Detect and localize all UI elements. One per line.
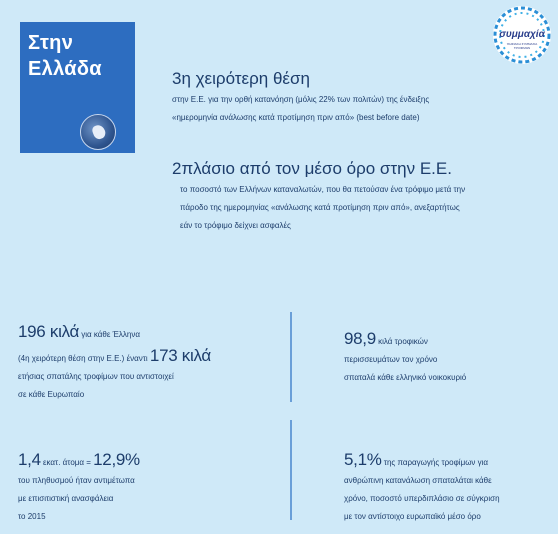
stat1 <box>18 323 211 404</box>
stat4-line4: με τον αντίστοιχο ευρωπαϊκό μέσο όρο <box>344 512 481 521</box>
stat3-line2: του πληθυσμού ήταν αντιμέτωπα <box>18 476 135 485</box>
title-box <box>20 22 135 153</box>
section2-line3: εάν το τρόφιμο δείχνει ασφαλές <box>180 221 291 230</box>
section2-line2: πάροδο της ημερομηνίας «ανάλωσης κατά προτίμηση πριν από», ανεξαρτήτως <box>180 203 460 212</box>
stat1-big1: 196 κιλά <box>18 322 80 341</box>
greece-globe-icon <box>80 114 116 150</box>
title-line-2: Ελλάδα <box>28 58 102 80</box>
stat3-line3: με επισιτιστική ανασφάλεια <box>18 494 114 503</box>
section2-line1: το ποσοστό των Ελλήνων καταναλωτών, που θα πετούσαν ένα τρόφιμο μετά την <box>180 185 466 194</box>
stat2-line2: περισσευμάτων τον χρόνο <box>344 355 438 364</box>
stat3-line1 <box>18 451 140 472</box>
stat4-line3: χρόνο, ποσοστό υπερδιπλάσιο σε σύγκριση <box>344 494 500 503</box>
stat1-text1: για κάθε Έλληνα <box>79 330 141 339</box>
stat4-big: 5,1% <box>344 450 382 469</box>
stat2-big: 98,9 <box>344 329 376 348</box>
stat3-big1: 1,4 <box>18 450 41 469</box>
stat3-line4: το 2015 <box>18 512 46 521</box>
stat1-big2: 173 κιλά <box>149 346 211 365</box>
section1-line2: «ημερομηνία ανάλωσης κατά προτίμηση πριν από» (best before date) <box>172 113 420 122</box>
stat4-text1: της παραγωγής τροφίμων για <box>381 458 489 467</box>
stat2-line3: σπαταλά κάθε ελληνικό νοικοκυριό <box>344 373 467 382</box>
title-line-1: Στην <box>28 32 74 54</box>
stat2 <box>344 330 466 387</box>
stat1-line1 <box>18 323 211 344</box>
stat1-text2: (4η χειρότερη θέση στην Ε.Ε.) έναντι <box>18 354 150 363</box>
stat1-line3: ετήσιας σπατάλης τροφίμων που αντιστοιχεί <box>18 372 174 381</box>
stat3 <box>18 451 140 526</box>
stat4 <box>344 451 500 526</box>
stat2-line1 <box>344 330 466 351</box>
stat3-big2: 12,9% <box>93 450 140 469</box>
stat4-line2: ανθρώπινη κατανάλωση σπαταλάται κάθε <box>344 476 492 485</box>
separator-bottom <box>290 420 292 520</box>
stat4-line1 <box>344 451 500 472</box>
section1-line1: στην Ε.Ε. για την ορθή κατανόηση (μόλις 22% των πολιτών) της ένδειξης <box>172 95 430 104</box>
separator-top <box>290 312 292 402</box>
stat1-line2 <box>18 347 211 368</box>
stat3-text1: εκατ. άτομα = <box>40 458 94 467</box>
stat1-line4: σε κάθε Ευρωπαίο <box>18 390 85 399</box>
logo-wordmark: συμμαχία <box>499 29 545 40</box>
section2-heading: 2πλάσιο από τον μέσο όρο στην Ε.Ε. <box>172 159 452 178</box>
section1-heading: 3η χειρότερη θέση <box>172 69 310 88</box>
stat2-text1: κιλά τροφικών <box>375 337 428 346</box>
symmachia-logo <box>493 6 551 64</box>
logo-tagline: ΨΗΦΙΑΚΗ ΣΥΜΜΑΧΙΑ ΤΡΟΦΙΜΩΝ <box>506 42 538 50</box>
